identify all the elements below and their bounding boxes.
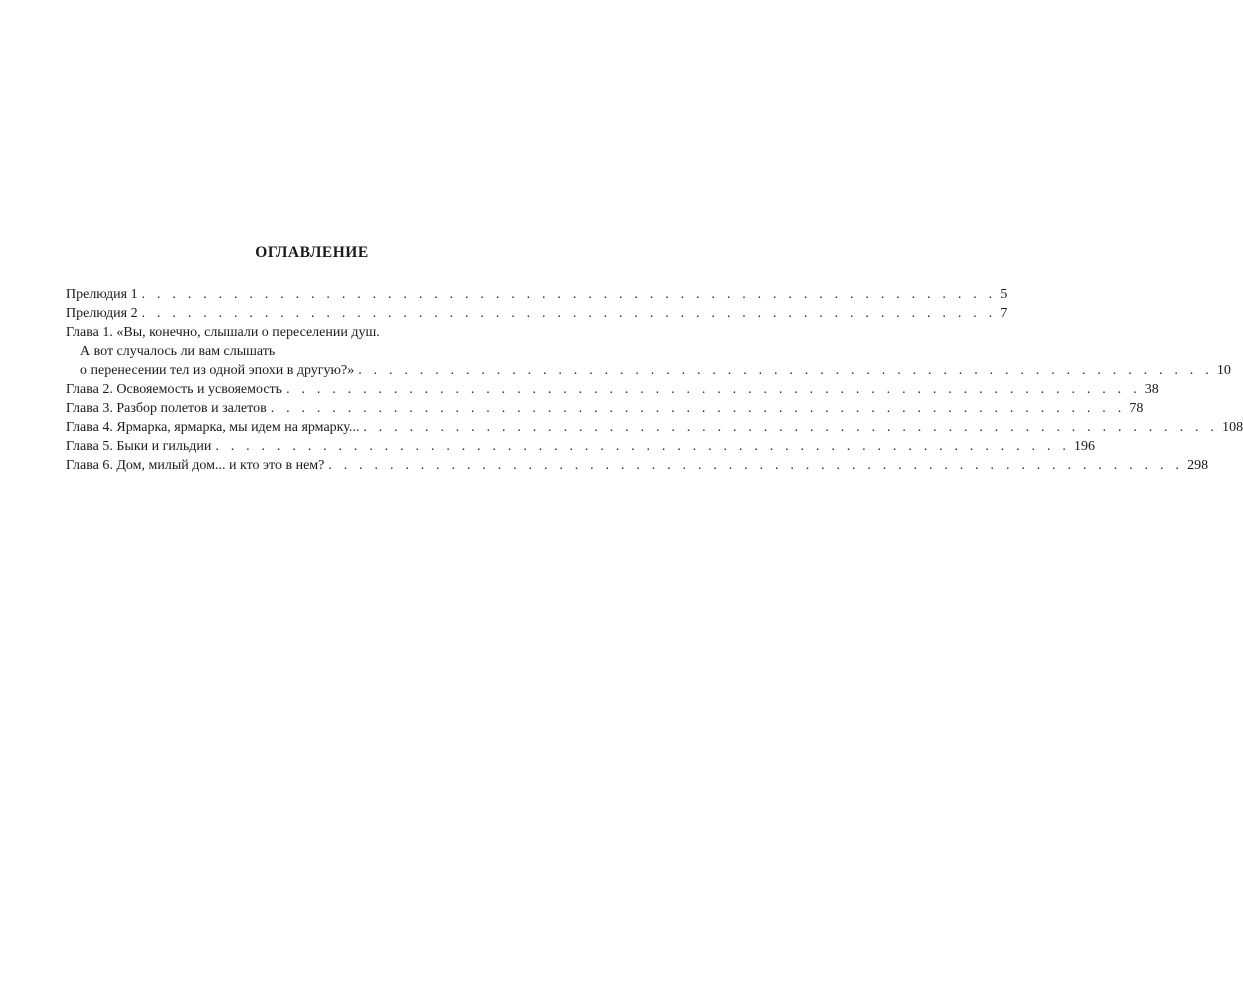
toc-entry-title: Прелюдия 2	[66, 306, 138, 321]
toc-entry-prelude-1	[66, 285, 1008, 304]
toc-entry-chapter-2	[66, 380, 1159, 399]
toc-entry-title: Глава 6. Дом, милый дом... и кто это в нем?	[66, 458, 325, 473]
toc-entry-title: Глава 3. Разбор полетов и залетов	[66, 401, 267, 416]
toc-page-number: 108	[1222, 420, 1243, 435]
dot-leader: . . . . . . . . . . . . . . . . . . . . . . . . . . . . . . . . . . . . . . . . . . . . . . . . . . . . . . . .	[328, 458, 1184, 473]
page-title: ОГЛАВЛЕНИЕ	[255, 244, 369, 261]
dot-leader: . . . . . . . . . . . . . . . . . . . . . . . . . . . . . . . . . . . . . . . . . . . . . . . . . . . . . . . .	[358, 363, 1213, 378]
dot-leader: . . . . . . . . . . . . . . . . . . . . . . . . . . . . . . . . . . . . . . . . . . . . . . . . . . . . . . . .	[141, 287, 997, 302]
toc-page-number: 78	[1129, 401, 1144, 416]
toc-page-number: 38	[1144, 382, 1159, 397]
toc-page-number: 10	[1216, 363, 1231, 378]
dot-leader: . . . . . . . . . . . . . . . . . . . . . . . . . . . . . . . . . . . . . . . . . . . . . . . . . . . . . . . .	[363, 420, 1219, 435]
toc-entry-chapter-6	[66, 456, 1209, 475]
toc-entry-title: Глава 5. Быки и гильдии	[66, 439, 212, 454]
toc-entry-last-line	[66, 361, 1231, 380]
toc-page-number: 196	[1074, 439, 1096, 454]
table-of-contents	[66, 285, 1243, 475]
toc-entry-chapter-1	[66, 323, 1231, 380]
toc-entry-chapter-3	[66, 399, 1144, 418]
toc-page-number: 298	[1187, 458, 1209, 473]
toc-entry-title-line-2: А вот случалось ли вам слышать	[80, 344, 276, 359]
toc-entry-chapter-4	[66, 418, 1243, 437]
toc-entry-title: Прелюдия 1	[66, 287, 138, 302]
dot-leader: . . . . . . . . . . . . . . . . . . . . . . . . . . . . . . . . . . . . . . . . . . . . . . . . . . . . . . . .	[270, 401, 1126, 416]
dot-leader: . . . . . . . . . . . . . . . . . . . . . . . . . . . . . . . . . . . . . . . . . . . . . . . . . . . . . . . .	[286, 382, 1141, 397]
toc-page-number: 7	[1000, 306, 1008, 321]
toc-entry-title-line-3: о перенесении тел из одной эпохи в другую?»	[80, 363, 355, 378]
dot-leader: . . . . . . . . . . . . . . . . . . . . . . . . . . . . . . . . . . . . . . . . . . . . . . . . . . . . . . . .	[141, 306, 997, 321]
dot-leader: . . . . . . . . . . . . . . . . . . . . . . . . . . . . . . . . . . . . . . . . . . . . . . . . . . . . . . . .	[215, 439, 1071, 454]
toc-entry-title: Глава 4. Ярмарка, ярмарка, мы идем на ярмарку...	[66, 420, 360, 435]
toc-page-number: 5	[1000, 287, 1008, 302]
toc-entry-prelude-2	[66, 304, 1008, 323]
toc-entry-chapter-5	[66, 437, 1096, 456]
toc-entry-title: Глава 2. Освояемость и усвояемость	[66, 382, 283, 397]
toc-entry-title-line-1: Глава 1. «Вы, конечно, слышали о переселении душ.	[66, 325, 380, 340]
